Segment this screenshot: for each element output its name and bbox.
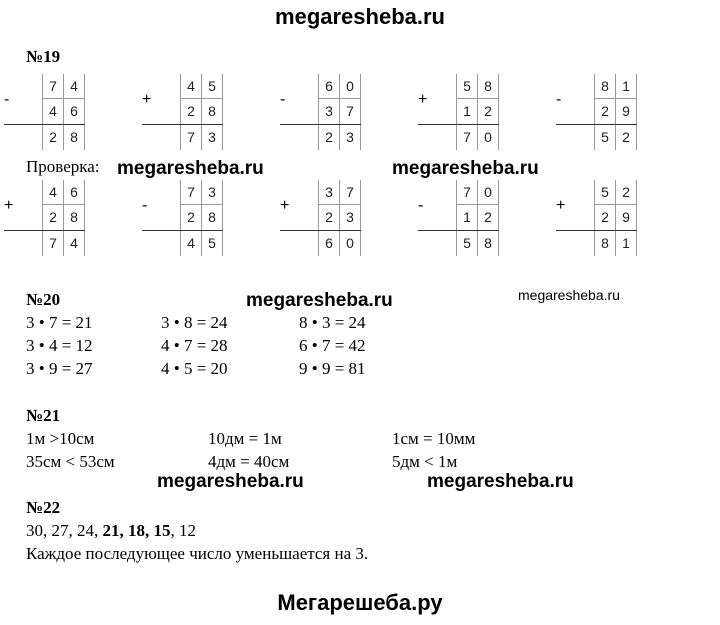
digit: 5 [601, 129, 609, 145]
digit: 3 [346, 129, 354, 145]
result-line [418, 124, 499, 125]
operator-sign: - [556, 91, 562, 108]
task-21-line: 35см < 53см [26, 452, 115, 471]
digit: 5 [208, 78, 216, 94]
grid-line [360, 180, 361, 256]
sequence-start: 30, 27, 24, [26, 521, 103, 540]
watermark-bottom: Мегарешеба.ру [277, 590, 443, 615]
digit: 7 [187, 184, 195, 200]
digit: 4 [49, 103, 57, 119]
digit: 2 [601, 209, 609, 225]
watermark-mid-1: megaresheba.ru [117, 158, 264, 179]
digit: 2 [484, 209, 492, 225]
digit: 2 [187, 209, 195, 225]
task-21-line: 10дм = 1м [208, 429, 282, 448]
task-21-heading: №21 [26, 406, 61, 425]
operator-sign: + [4, 197, 14, 214]
digit: 2 [49, 129, 57, 145]
column-calculation [554, 180, 636, 260]
grid-line [498, 74, 499, 150]
column-calculation [140, 180, 222, 260]
digit: 7 [346, 103, 354, 119]
grid-line [84, 180, 85, 256]
digit: 9 [622, 209, 630, 225]
operator-sign: + [142, 91, 152, 108]
digit: 6 [70, 103, 78, 119]
grid-line [594, 204, 637, 205]
task-19-heading: №19 [26, 47, 61, 66]
grid-line [318, 98, 361, 99]
digit: 0 [346, 235, 354, 251]
grid-line [318, 204, 361, 205]
column-calculation [2, 180, 84, 260]
digit: 8 [484, 235, 492, 251]
task-20-heading: №20 [26, 290, 61, 309]
operator-sign: + [556, 197, 566, 214]
digit: 2 [187, 103, 195, 119]
digit: 9 [622, 103, 630, 119]
digit: 3 [325, 184, 333, 200]
digit: 4 [187, 78, 195, 94]
grid-line [456, 98, 499, 99]
digit: 8 [70, 129, 78, 145]
digit: 1 [463, 103, 471, 119]
result-line [556, 230, 637, 231]
digit: 2 [325, 209, 333, 225]
digit: 7 [187, 129, 195, 145]
digit: 6 [325, 235, 333, 251]
column-calculation [416, 74, 498, 154]
digit: 7 [49, 78, 57, 94]
digit: 3 [208, 129, 216, 145]
digit: 2 [325, 129, 333, 145]
grid-line [42, 204, 85, 205]
check-label: Проверка: [26, 157, 100, 176]
grid-line [42, 98, 85, 99]
digit: 2 [601, 103, 609, 119]
watermark-mid-3: megaresheba.ru [246, 290, 393, 311]
grid-line [180, 204, 223, 205]
digit: 0 [484, 129, 492, 145]
result-line [142, 124, 223, 125]
digit: 5 [601, 184, 609, 200]
digit: 2 [622, 129, 630, 145]
digit: 8 [601, 235, 609, 251]
watermark-mid-2: megaresheba.ru [392, 158, 539, 179]
digit: 1 [463, 209, 471, 225]
operator-sign: - [418, 197, 424, 214]
column-calculation [278, 180, 360, 260]
result-line [280, 230, 361, 231]
column-calculation [416, 180, 498, 260]
digit: 7 [463, 129, 471, 145]
digit: 2 [49, 209, 57, 225]
task-20-line: 4 • 5 = 20 [161, 359, 228, 378]
digit: 3 [208, 184, 216, 200]
grid-line [180, 98, 223, 99]
result-line [418, 230, 499, 231]
digit: 7 [463, 184, 471, 200]
task-20-line: 4 • 7 = 28 [161, 336, 228, 355]
column-calculation [140, 74, 222, 154]
column-calculation [2, 74, 84, 154]
task-22-heading: №22 [26, 498, 61, 517]
task-21-line: 5дм < 1м [392, 452, 458, 471]
digit: 4 [70, 235, 78, 251]
digit: 4 [187, 235, 195, 251]
task-21-line: 1м >10см [26, 429, 95, 448]
digit: 7 [346, 184, 354, 200]
digit: 1 [622, 78, 630, 94]
task-22-sequence [26, 521, 196, 541]
digit: 5 [463, 235, 471, 251]
task-20-line: 3 • 4 = 12 [26, 336, 93, 355]
task-20-line: 6 • 7 = 42 [299, 336, 366, 355]
digit: 6 [70, 184, 78, 200]
digit: 8 [484, 78, 492, 94]
digit: 5 [208, 235, 216, 251]
task-22-explanation: Каждое последующее число уменьшается на 3. [26, 544, 369, 563]
sequence-end: , 12 [170, 521, 196, 540]
result-line [556, 124, 637, 125]
grid-line [594, 98, 637, 99]
task-20-line: 9 • 9 = 81 [299, 359, 366, 378]
task-20-line: 3 • 8 = 24 [161, 313, 228, 332]
digit: 3 [325, 103, 333, 119]
grid-line [222, 74, 223, 150]
digit: 4 [49, 184, 57, 200]
grid-line [636, 180, 637, 256]
sequence-answer: 21, 18, 15 [102, 521, 171, 540]
digit: 8 [601, 78, 609, 94]
task-21-line: 1см = 10мм [392, 429, 476, 448]
digit: 0 [484, 184, 492, 200]
digit: 4 [70, 78, 78, 94]
grid-line [498, 180, 499, 256]
digit: 2 [484, 103, 492, 119]
watermark-top: megaresheba.ru [275, 4, 445, 29]
grid-line [636, 74, 637, 150]
watermark-mid-5: megaresheba.ru [427, 471, 574, 492]
operator-sign: - [142, 197, 148, 214]
task-21-line: 4дм = 40см [208, 452, 290, 471]
digit: 8 [208, 209, 216, 225]
task-20-line: 3 • 9 = 27 [26, 359, 93, 378]
grid-line [222, 180, 223, 256]
operator-sign: - [4, 91, 10, 108]
grid-line [456, 204, 499, 205]
result-line [4, 230, 85, 231]
digit: 8 [70, 209, 78, 225]
task-20-line: 8 • 3 = 24 [299, 313, 366, 332]
digit: 1 [622, 235, 630, 251]
digit: 6 [325, 78, 333, 94]
digit: 8 [208, 103, 216, 119]
column-calculation [278, 74, 360, 154]
result-line [142, 230, 223, 231]
result-line [4, 124, 85, 125]
digit: 7 [49, 235, 57, 251]
result-line [280, 124, 361, 125]
digit: 3 [346, 209, 354, 225]
digit: 0 [346, 78, 354, 94]
operator-sign: + [418, 91, 428, 108]
grid-line [84, 74, 85, 150]
operator-sign: + [280, 197, 290, 214]
digit: 5 [463, 78, 471, 94]
digit: 2 [622, 184, 630, 200]
operator-sign: - [280, 91, 286, 108]
watermark-small: megaresheba.ru [518, 287, 620, 303]
task-20-line: 3 • 7 = 21 [26, 313, 93, 332]
column-calculation [554, 74, 636, 154]
watermark-mid-4: megaresheba.ru [157, 471, 304, 492]
grid-line [360, 74, 361, 150]
